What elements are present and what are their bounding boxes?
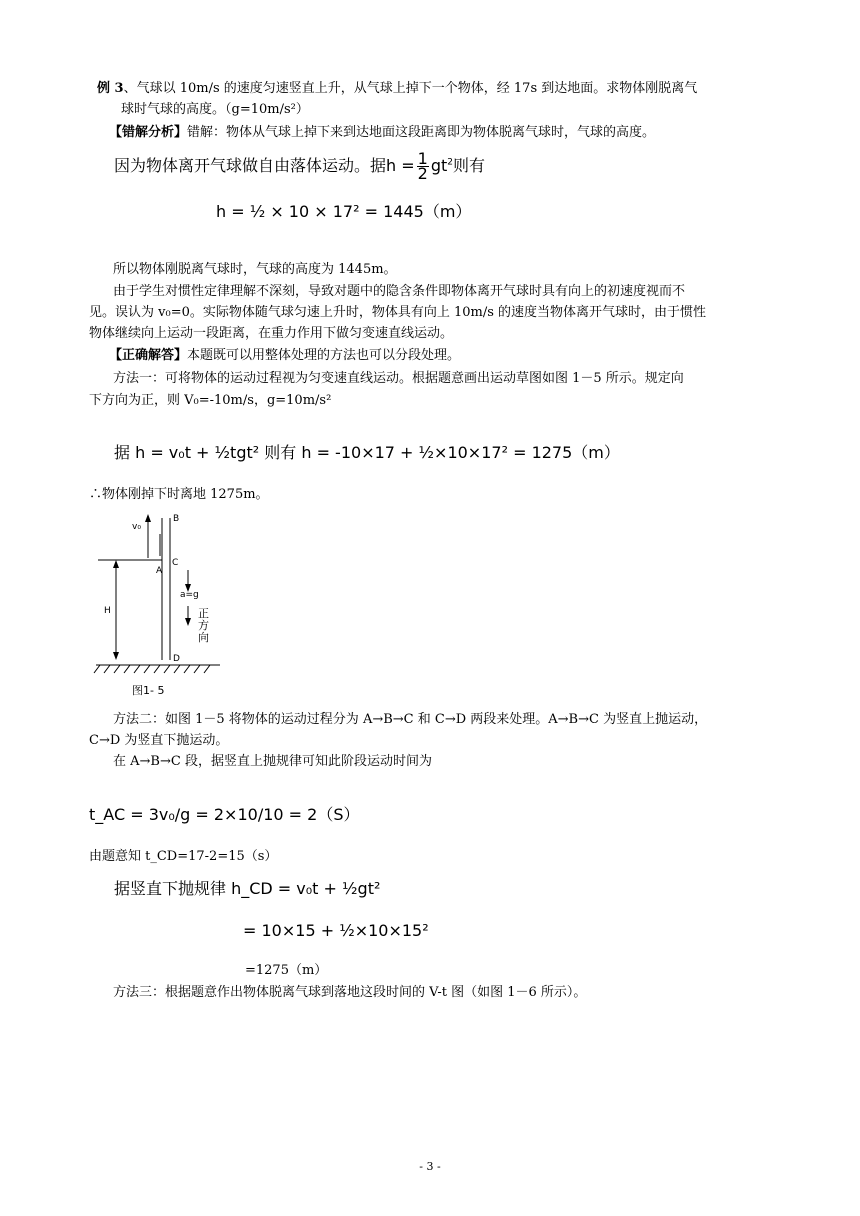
- wrong-calc: h = ½ × 10 × 17² = 1445（m）: [216, 202, 472, 221]
- fig-label-h: H: [104, 606, 111, 616]
- method1-result: ∴物体刚掉下时离地 1275m。: [89, 487, 269, 502]
- figure-1-5: [90, 510, 220, 700]
- method1-line-1: 方法一：可将物体的运动过程视为匀变速直线运动。根据题意画出运动草图如图 1－5 所示。规定向: [113, 371, 684, 386]
- example-line-2: 球时气球的高度。（g=10m/s²）: [121, 102, 309, 117]
- wrong-reason-2: 见。误认为 v₀=0。实际物体随气球匀速上升时，物体具有向上 10m/s 的速度当物体离开气球时，由于惯性: [89, 305, 707, 320]
- fig-label-c: C: [172, 558, 179, 568]
- method2-line-2: C→D 为竖直下抛运动。: [89, 733, 229, 748]
- example-line-1: 例 3、气球以 10m/s 的速度匀速竖直上升，从气球上掉下一个物体，经 17s 到达地面。求物体刚脱离气: [97, 81, 698, 96]
- method2-hcd-3: =1275（m）: [245, 963, 328, 978]
- fig-label-direction: 正方向: [198, 607, 209, 644]
- wrong-reason-1: 由于学生对惯性定律理解不深刻，导致对题中的隐含条件即物体离开气球时具有向上的初速度视而不: [113, 284, 686, 299]
- method2-tac: t_AC = 3v₀/g = 2×10/10 = 2（S）: [89, 805, 360, 824]
- fig-label-a: A: [156, 566, 163, 576]
- fig-label-v0: v₀: [132, 522, 141, 532]
- method2-hcd-2: = 10×15 + ½×10×15²: [243, 921, 429, 940]
- fig-label-d: D: [173, 654, 180, 664]
- figure-caption: 图1- 5: [132, 684, 165, 697]
- page-number: - 3 -: [419, 1160, 441, 1173]
- wrong-formula-line: 因为物体离开气球做自由落体运动。据h = $\frac{1}{2}$ $gt^2$则有: [114, 149, 486, 183]
- method2-hcd-1: 据竖直下抛规律 h_CD = v₀t + ½gt²: [114, 879, 381, 898]
- method3-line-1: 方法三：根据题意作出物体脱离气球到落地这段时间的 V-t 图（如图 1－6 所示）。: [113, 985, 587, 1000]
- method1-line-2: 下方向为正，则 V₀=-10m/s，g=10m/s²: [89, 393, 332, 408]
- fig-label-ag: a=g: [180, 590, 199, 600]
- wrong-conclusion: 所以物体刚脱离气球时，气球的高度为 1445m。: [113, 262, 397, 277]
- correct-answer-line: 【正确解答】本题既可以用整体处理的方法也可以分段处理。: [109, 348, 461, 363]
- method2-line-3: 在 A→B→C 段，据竖直上抛规律可知此阶段运动时间为: [113, 754, 432, 769]
- wrong-analysis-tag: 【错解分析】: [109, 125, 188, 140]
- example-label: 例 3: [97, 81, 124, 96]
- method1-formula: 据 h = v₀t + ½tgt² 则有 h = -10×17 + ½×10×17² = 1275（m）: [114, 443, 620, 462]
- fig-label-b: B: [173, 514, 180, 524]
- correct-answer-tag: 【正确解答】: [109, 348, 188, 363]
- wrong-analysis-line: 【错解分析】错解：物体从气球上掉下来到达地面这段距离即为物体脱离气球时，气球的高度。: [109, 125, 656, 140]
- wrong-reason-3: 物体继续向上运动一段距离，在重力作用下做匀变速直线运动。: [89, 326, 454, 341]
- method2-tcd: 由题意知 t_CD=17-2=15（s）: [89, 849, 278, 864]
- method2-line-1: 方法二：如图 1－5 将物体的运动过程分为 A→B→C 和 C→D 两段来处理。A→B→C 为竖直上抛运动，: [113, 712, 708, 727]
